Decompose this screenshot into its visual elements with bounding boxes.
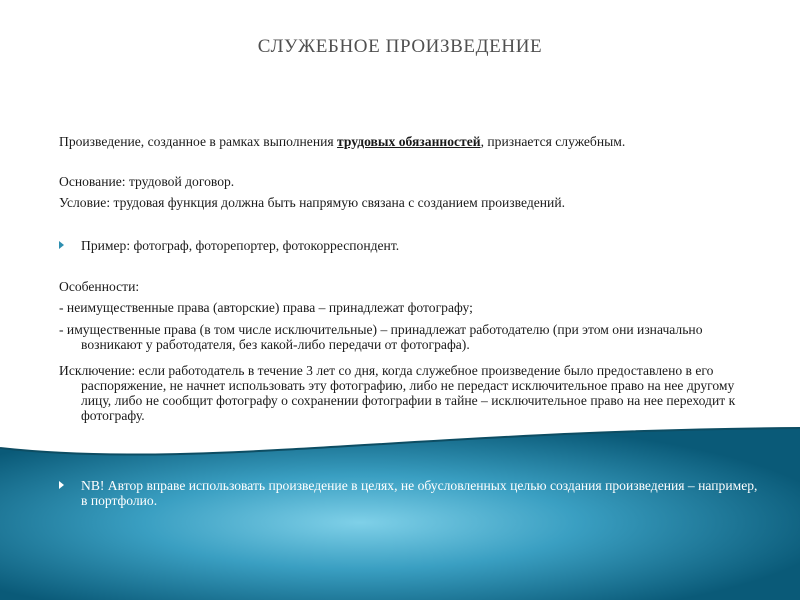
bullet-nb-text: NB! Автор вправе использовать произведение в целях, не обусловленных целью создания произведения – например, в портфолио.: [81, 478, 758, 508]
bullet-example-text: Пример: фотограф, фоторепортер, фотокорреспондент.: [81, 238, 400, 253]
paragraph-property-rights-text: - имущественные права (в том числе исключительные) – принадлежат работодателю (при этом они изначально возникают у работодателя, без какой-либо передачи от фотографа).: [59, 322, 703, 352]
paragraph-definition: [59, 134, 749, 149]
paragraph-condition-text: Условие: трудовая функция должна быть напрямую связана с созданием произведений.: [59, 195, 566, 210]
paragraph-condition: [59, 195, 749, 210]
bullet-nb: [59, 478, 759, 508]
triangle-bullet-icon: [59, 481, 64, 489]
triangle-bullet-icon: [59, 241, 64, 249]
paragraph-moral-rights-text: - неимущественные права (авторские) права – принадлежат фотографу;: [59, 300, 473, 315]
paragraph-property-rights: [59, 322, 749, 352]
paragraph-exception: [59, 363, 749, 423]
paragraph-features-heading: [59, 279, 749, 294]
link-labor-duties[interactable]: трудовых обязанностей: [337, 134, 481, 149]
paragraph-moral-rights: [59, 300, 749, 315]
paragraph-exception-text: Исключение: если работодатель в течение 3 лет со дня, когда служебное произведение было предоставлено в его распоряжение, не начнет использовать эту фотографию, либо не передаст исключительное право на нее другому лицу, либо не сообщит фотографу о сохранении фотографии в тайне – исключительное право на нее переходит к фотографу.: [59, 363, 736, 423]
paragraph-basis-text: Основание: трудовой договор.: [59, 174, 235, 189]
paragraph-definition-start: Произведение, созданное в рамках выполнения: [59, 134, 338, 149]
paragraph-definition-end: , признается служебным.: [480, 134, 626, 149]
slide-title: СЛУЖЕБНОЕ ПРОИЗВЕДЕНИЕ: [257, 36, 543, 57]
paragraph-features-heading-text: Особенности:: [59, 279, 140, 294]
paragraph-basis: [59, 174, 749, 189]
bullet-example: [59, 238, 759, 253]
